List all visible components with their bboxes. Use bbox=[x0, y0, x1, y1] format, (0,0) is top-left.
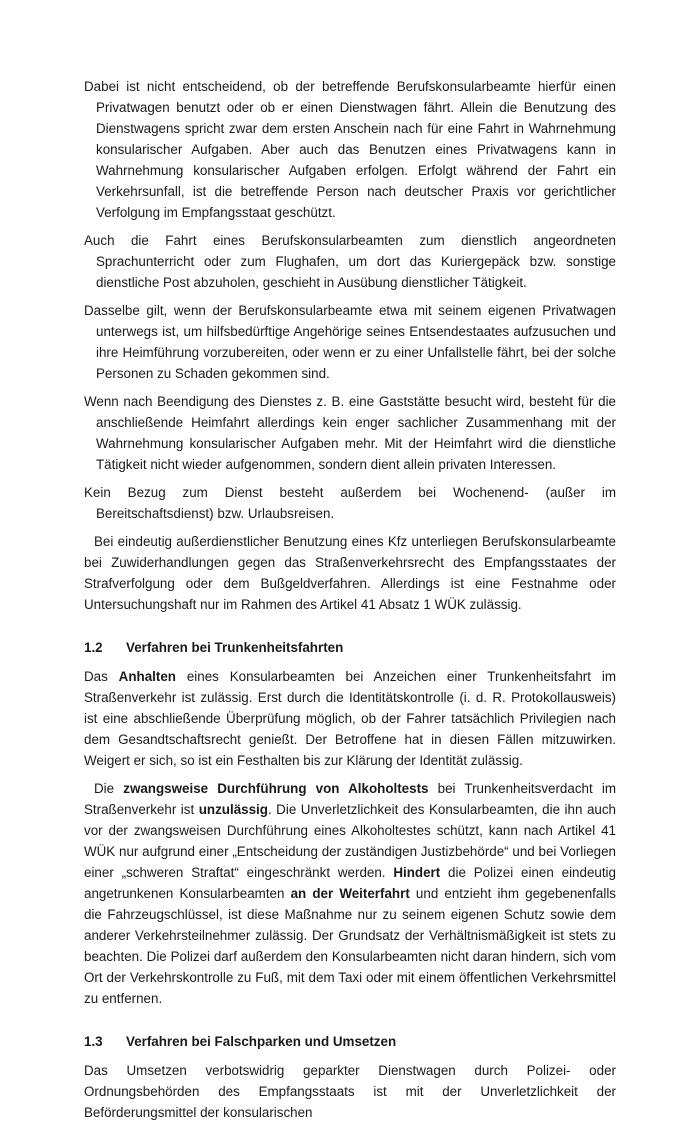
text-run: . Die Unverletzlichkeit des Konsularbeamten, die ihn auch vor der zwangsweisen Durchführung eines Alkoholtestes schützt, kann nach Artikel 41 WÜK nur aufgrund einer „Entscheidung der zuständigen Justizbehörde“ und bei Vorliegen einer „schweren Straftat“ eingeschränkt werden. bbox=[84, 802, 616, 880]
paragraph: Das Umsetzen verbotswidrig geparkter Dienstwagen durch Polizei- oder Ordnungsbehörden des Empfangsstaats ist mit der Unverletzlichkeit der Beförderungsmittel der konsularischen bbox=[84, 1063, 616, 1120]
section-number: 1.3 bbox=[84, 1034, 103, 1049]
section-number: 1.2 bbox=[84, 640, 103, 655]
bold-text: zwangsweise Durchführung von Alkoholtests bbox=[123, 781, 429, 796]
bold-text: Hindert bbox=[393, 865, 441, 880]
bold-text: an der Weiterfahrt bbox=[290, 886, 410, 901]
text-run: und entzieht ihm gegebenenfalls die Fahrzeugschlüssel, ist diese Maßnahme nur zu seinem eigenen Schutz sowie dem anderer Verkehrsteilnehmer zulässig. Der Grundsatz der Verhältnismäßigkeit ist stets zu beachten. Die Polizei darf außerdem den Konsularbeamten nicht daran hindern, sich vom Ort der Verkehrskontrolle zu Fuß, mit dem Taxi oder mit einem öffentlichen Verkehrsmittel zu entfernen. bbox=[84, 886, 616, 1006]
bold-text: unzulässig bbox=[198, 802, 268, 817]
text-run: Das bbox=[84, 669, 119, 684]
paragraph: Dasselbe gilt, wenn der Berufskonsularbeamte etwa mit seinem eigenen Privatwagen unterwegs ist, um hilfsbedürftige Angehörige seines Entsendestaates aufzusuchen und ihre Heimführung vorzubereiten, oder wenn er zu einer Unfallstelle fährt, bei der solche Personen zu Schaden gekommen sind. bbox=[84, 303, 616, 381]
paragraph: Dabei ist nicht entscheidend, ob der betreffende Berufskonsularbeamte hierfür einen Privatwagen benutzt oder ob er einen Dienstwagen fährt. Allein die Benutzung des Dienstwagens spricht zwar dem ersten Anschein nach für eine Fahrt in Wahrnehmung konsularischer Aufgaben. Aber auch das Benutzen eines Privatwagens kann in Wahrnehmung konsularischer Aufgaben erfolgen. Erfolgt während der Fahrt ein Verkehrsunfall, ist die betreffende Person nach deutscher Praxis vor gerichtlicher Verfolgung im Empfangsstaat geschützt. bbox=[84, 79, 616, 220]
paragraph: Bei eindeutig außerdienstlicher Benutzung eines Kfz unterliegen Berufskonsularbeamte bei Zuwiderhandlungen gegen das Straßenverkehrsrecht des Empfangsstaates der Strafverfolgung oder dem Bußgeldverfahren. Allerdings ist eine Festnahme oder Untersuchungshaft nur im Rahmen des Artikel 41 Absatz 1 WÜK zulässig. bbox=[84, 534, 616, 612]
bold-text: Anhalten bbox=[118, 669, 176, 684]
paragraph bbox=[84, 778, 616, 1009]
paragraph: Auch die Fahrt eines Berufskonsularbeamten zum dienstlich angeordneten Sprachunterricht oder zum Flughafen, um dort das Kuriergepäck bzw. sonstige dienstliche Post abzuholen, geschieht in Ausübung dienstlicher Tätigkeit. bbox=[84, 233, 616, 290]
text-run: Die bbox=[94, 781, 124, 796]
paragraph: Wenn nach Beendigung des Dienstes z. B. eine Gaststätte besucht wird, besteht für die anschließende Heimfahrt allerdings kein enger sachlicher Zusammenhang mit der Wahrnehmung konsularischer Aufgaben mehr. Mit der Heimfahrt wird die dienstliche Tätigkeit nicht wieder aufgenommen, sondern dient allein privaten Interessen. bbox=[84, 394, 616, 472]
section-heading-1-3 bbox=[84, 1031, 616, 1052]
text-run: die Polizei einen eindeutig angetrunkenen Konsularbeamten bbox=[84, 865, 616, 901]
paragraph: Kein Bezug zum Dienst besteht außerdem bei Wochenend- (außer im Bereitschaftsdienst) bzw. Urlaubsreisen. bbox=[84, 485, 616, 521]
paragraph bbox=[84, 666, 616, 771]
section-title: Verfahren bei Falschparken und Umsetzen bbox=[126, 1034, 397, 1049]
text-run: eines Konsularbeamten bei Anzeichen einer Trunkenheitsfahrt im Straßenverkehr ist zulässig. Erst durch die Identitätskontrolle (i. d. R. Protokollausweis) ist eine abschließende Überprüfung möglich, ob der Fahrer tatsächlich Privilegien nach dem Gesandtschaftsrecht genießt. Der Betroffene hat in diesen Fällen mitzuwirken. Weigert er sich, so ist ein Festhalten bis zur Klärung der Identität zulässig. bbox=[84, 669, 616, 768]
section-title: Verfahren bei Trunkenheitsfahrten bbox=[126, 640, 344, 655]
text-run: bei Trunkenheitsverdacht im Straßenverkehr ist bbox=[84, 781, 616, 817]
section-heading-1-2 bbox=[84, 637, 616, 658]
